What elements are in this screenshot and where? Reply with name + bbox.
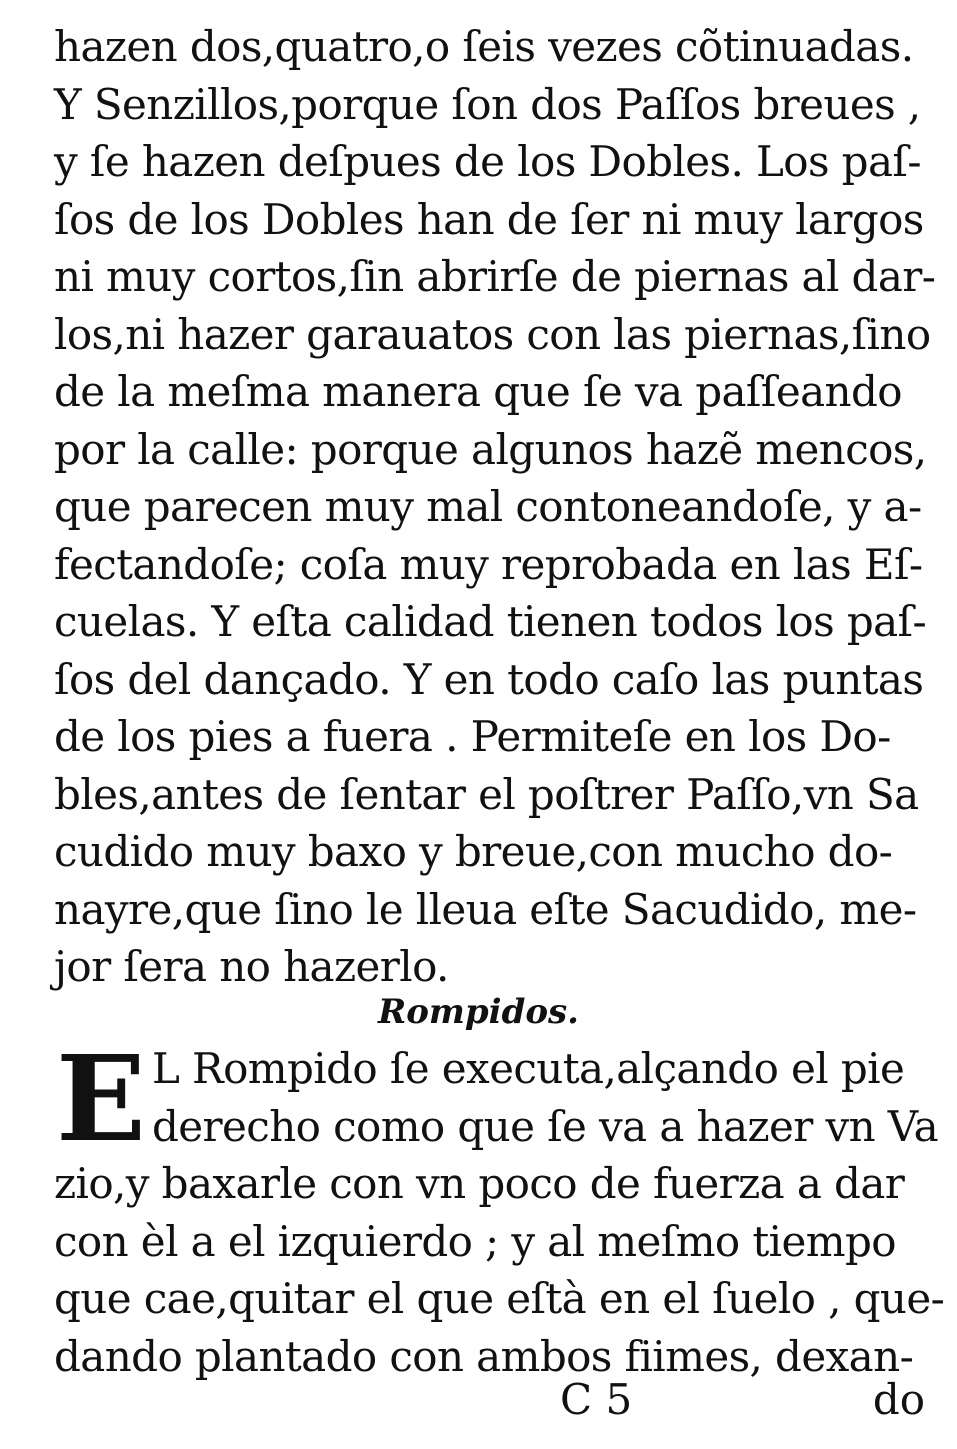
text-line: que cae,quitar el que eſtà en el ſuelo , que-: [54, 1274, 945, 1323]
text-line: los,ni hazer garauatos con las piernas,ſino: [54, 309, 931, 359]
text-line: ſos del dançado. Y en todo caſo las puntas: [54, 654, 924, 704]
section-heading: Rompidos.: [377, 992, 580, 1032]
text-line: nayre,que ſino le lleua eſte Sacudido, me-: [54, 884, 917, 934]
paragraph-rompidos: [54, 1029, 945, 1385]
text-line: Y Senzillos,porque ſon dos Paſſos breues ,: [54, 79, 921, 129]
text-line: cuelas. Y eſta calidad tienen todos los paſ-: [54, 597, 927, 646]
text-line: bles,antes de ſentar el poſtrer Paſſo,vn Sa: [54, 769, 919, 819]
text-line: de la meſma manera que ſe va paſſeando: [54, 367, 902, 416]
text-line: hazen dos,quatro,o ſeis vezes cõtinuadas.: [54, 22, 914, 71]
text-line: derecho como que ſe va a hazer vn Va: [152, 1101, 939, 1151]
text-line: y ſe hazen deſpues de los Dobles. Los paſ-: [54, 137, 921, 186]
text-line: fectandoſe; coſa muy reprobada en las Eſ-: [54, 539, 923, 589]
text-line: L Rompido ſe executa,alçando el pie: [152, 1044, 905, 1093]
text-line: zio,y baxarle con vn poco de fuerza a dar: [54, 1159, 905, 1208]
text-line: de los pies a fuera . Permiteſe en los Do-: [54, 712, 891, 761]
text-line: con èl a el izquierdo ; y al meſmo tiempo: [54, 1216, 896, 1266]
text-line: dando plantado con ambos fiimes, dexan-: [54, 1331, 914, 1381]
text-line: por la calle: porque algunos hazẽ mencos,: [54, 424, 927, 474]
paragraph-dobles: [54, 18, 936, 996]
text-line: ſos de los Dobles han de ſer ni muy largos: [54, 194, 924, 244]
drop-cap: E: [56, 1029, 146, 1168]
catchword: do: [872, 1375, 925, 1424]
text-line: jor ſera no hazerlo.: [54, 942, 449, 991]
text-line: ni muy cortos,ſin abrirſe de piernas al dar-: [54, 252, 936, 301]
text-line: cudido muy baxo y breue,con mucho do-: [54, 827, 893, 876]
page-footer: [0, 1370, 957, 1430]
text-line: que parecen muy mal contoneandoſe, y a-: [54, 482, 922, 531]
signature-mark: C 5: [560, 1375, 633, 1424]
